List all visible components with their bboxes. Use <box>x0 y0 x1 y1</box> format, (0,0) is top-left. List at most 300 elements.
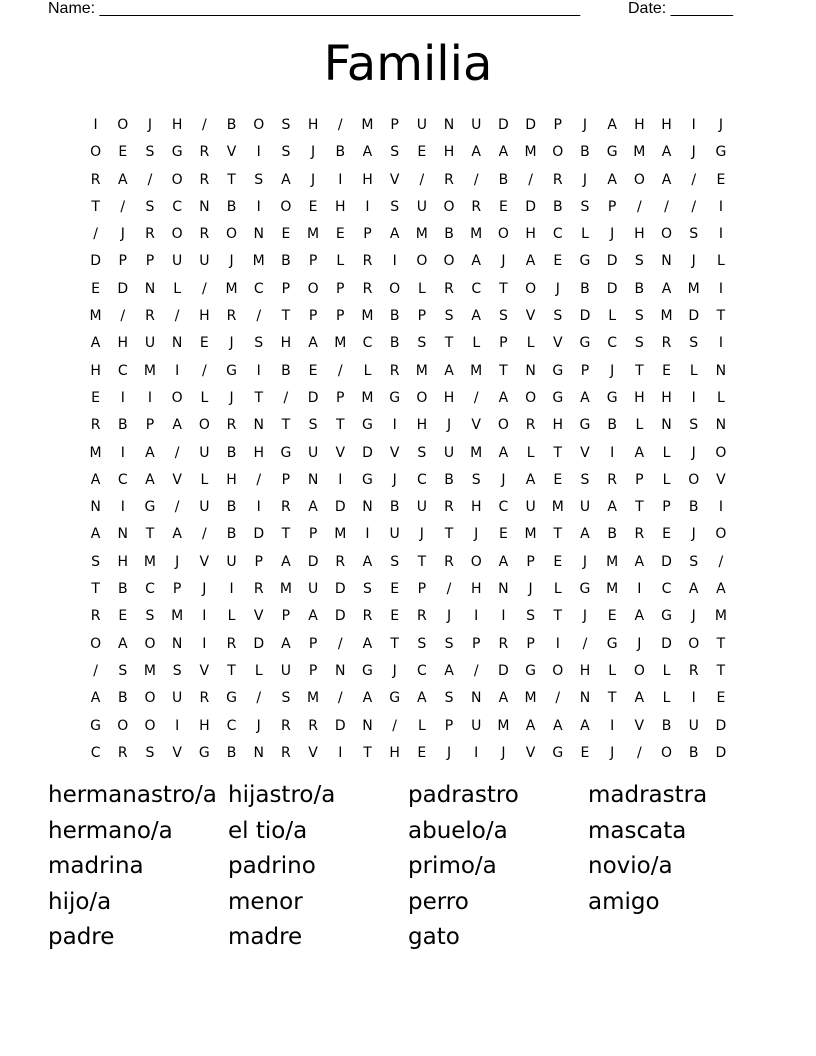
grid-letter[interactable]: U <box>471 717 482 734</box>
grid-letter[interactable]: P <box>281 280 291 297</box>
grid-letter[interactable]: N <box>253 744 264 761</box>
grid-letter[interactable]: I <box>120 444 125 461</box>
grid-letter[interactable]: E <box>716 171 726 188</box>
grid-letter[interactable]: U <box>416 198 427 215</box>
grid-letter[interactable]: / <box>636 198 642 215</box>
grid-letter[interactable]: S <box>390 553 400 570</box>
grid-letter[interactable]: M <box>714 608 727 625</box>
grid-letter[interactable]: D <box>715 744 727 761</box>
grid-letter[interactable]: A <box>90 471 101 488</box>
grid-letter[interactable]: S <box>580 471 590 488</box>
grid-letter[interactable]: L <box>717 389 725 406</box>
grid-letter[interactable]: L <box>336 253 345 270</box>
grid-letter[interactable]: O <box>90 635 102 652</box>
grid-letter[interactable]: U <box>307 581 319 598</box>
grid-letter[interactable]: O <box>552 144 564 161</box>
grid-letter[interactable]: L <box>608 662 617 679</box>
grid-letter[interactable]: E <box>498 526 508 543</box>
grid-letter[interactable]: I <box>175 362 180 379</box>
grid-letter[interactable]: D <box>525 117 536 133</box>
grid-letter[interactable]: S <box>281 117 291 133</box>
grid-letter[interactable]: D <box>253 526 265 543</box>
grid-letter[interactable]: R <box>552 171 563 188</box>
grid-letter[interactable]: U <box>579 499 591 516</box>
grid-letter[interactable]: I <box>202 635 207 652</box>
grid-letter[interactable]: A <box>471 253 481 270</box>
grid-letter[interactable]: G <box>90 717 102 734</box>
grid-letter[interactable]: O <box>117 117 129 133</box>
grid-letter[interactable]: M <box>334 335 347 352</box>
grid-letter[interactable]: E <box>662 362 671 379</box>
grid-letter[interactable]: I <box>256 198 261 215</box>
grid-letter[interactable]: T <box>499 362 508 379</box>
grid-letter[interactable]: E <box>335 226 345 243</box>
grid-letter[interactable]: / <box>201 117 207 133</box>
grid-letter[interactable]: R <box>389 362 400 379</box>
grid-letter[interactable]: H <box>226 471 237 488</box>
grid-letter[interactable]: J <box>610 362 615 379</box>
grid-letter[interactable]: M <box>361 308 374 325</box>
grid-letter[interactable]: / <box>337 635 343 652</box>
grid-letter[interactable]: I <box>637 581 642 598</box>
grid-letter[interactable]: U <box>416 499 427 516</box>
grid-letter[interactable]: B <box>607 417 617 434</box>
grid-letter[interactable]: D <box>715 717 727 734</box>
grid-letter[interactable]: D <box>334 717 346 734</box>
grid-letter[interactable]: L <box>635 417 644 434</box>
grid-letter[interactable]: V <box>389 444 400 461</box>
grid-letter[interactable]: A <box>525 253 536 270</box>
grid-letter[interactable]: M <box>143 553 157 570</box>
grid-letter[interactable]: / <box>392 717 398 734</box>
grid-letter[interactable]: J <box>528 581 533 598</box>
grid-letter[interactable]: J <box>691 444 696 461</box>
grid-letter[interactable]: H <box>634 117 645 133</box>
grid-letter[interactable]: D <box>579 308 591 325</box>
grid-letter[interactable]: P <box>281 608 291 625</box>
grid-letter[interactable]: V <box>580 444 590 461</box>
grid-letter[interactable]: L <box>608 308 617 325</box>
grid-letter[interactable]: G <box>280 444 292 461</box>
grid-letter[interactable]: G <box>579 253 591 270</box>
grid-letter[interactable]: R <box>253 581 264 598</box>
grid-letter[interactable]: P <box>526 553 535 570</box>
grid-letter[interactable]: I <box>147 389 153 406</box>
grid-letter[interactable]: I <box>718 226 723 243</box>
grid-letter[interactable]: / <box>636 744 642 761</box>
grid-letter[interactable]: M <box>415 226 428 243</box>
grid-letter[interactable]: J <box>446 417 452 434</box>
grid-letter[interactable]: G <box>552 389 564 406</box>
grid-letter[interactable]: D <box>307 389 319 406</box>
grid-letter[interactable]: J <box>120 226 125 243</box>
grid-letter[interactable]: D <box>334 581 346 598</box>
grid-letter[interactable]: T <box>635 499 644 516</box>
grid-letter[interactable]: A <box>498 444 509 461</box>
grid-letter[interactable]: N <box>171 635 183 652</box>
grid-letter[interactable]: P <box>308 662 318 679</box>
grid-letter[interactable]: C <box>661 581 672 598</box>
grid-letter[interactable]: N <box>715 417 727 434</box>
grid-letter[interactable]: T <box>227 662 236 679</box>
grid-letter[interactable]: H <box>416 417 428 434</box>
grid-letter[interactable]: / <box>582 635 588 652</box>
grid-letter[interactable]: I <box>718 198 723 215</box>
grid-letter[interactable]: H <box>253 444 264 461</box>
grid-letter[interactable]: C <box>172 198 183 215</box>
grid-letter[interactable]: I <box>691 389 696 406</box>
grid-letter[interactable]: J <box>691 526 696 543</box>
grid-letter[interactable]: G <box>171 144 183 161</box>
grid-letter[interactable]: S <box>390 144 400 161</box>
grid-letter[interactable]: B <box>226 198 237 215</box>
grid-letter[interactable]: A <box>634 444 645 461</box>
grid-letter[interactable]: J <box>392 471 397 488</box>
grid-letter[interactable]: S <box>91 553 101 570</box>
grid-letter[interactable]: C <box>607 335 618 352</box>
grid-letter[interactable]: I <box>256 499 261 516</box>
grid-letter[interactable]: B <box>226 444 237 461</box>
grid-letter[interactable]: M <box>660 308 673 325</box>
grid-letter[interactable]: O <box>688 635 700 652</box>
grid-letter[interactable]: P <box>417 581 427 598</box>
grid-letter[interactable]: G <box>606 389 618 406</box>
grid-letter[interactable]: D <box>661 635 672 652</box>
grid-letter[interactable]: A <box>362 635 373 652</box>
grid-letter[interactable]: U <box>172 253 183 270</box>
grid-letter[interactable]: J <box>229 389 234 406</box>
grid-letter[interactable]: R <box>444 499 454 516</box>
grid-letter[interactable]: O <box>117 717 129 734</box>
grid-letter[interactable]: D <box>498 662 509 679</box>
grid-letter[interactable]: M <box>307 226 320 243</box>
grid-letter[interactable]: / <box>664 198 669 215</box>
grid-letter[interactable]: P <box>118 253 127 270</box>
grid-letter[interactable]: N <box>715 362 727 379</box>
grid-letter[interactable]: A <box>634 553 645 570</box>
grid-letter[interactable]: M <box>470 226 483 243</box>
grid-letter[interactable]: A <box>172 526 182 543</box>
grid-letter[interactable]: O <box>90 144 102 161</box>
grid-letter[interactable]: V <box>253 608 264 625</box>
grid-letter[interactable]: A <box>362 690 373 707</box>
grid-letter[interactable]: M <box>252 253 265 270</box>
grid-letter[interactable]: R <box>199 226 210 243</box>
grid-letter[interactable]: M <box>551 499 564 516</box>
grid-letter[interactable]: I <box>474 744 479 761</box>
grid-letter[interactable]: I <box>718 499 723 516</box>
grid-letter[interactable]: H <box>389 744 400 761</box>
grid-letter[interactable]: S <box>254 335 264 352</box>
grid-letter[interactable]: M <box>143 362 157 379</box>
grid-letter[interactable]: N <box>498 581 509 598</box>
grid-letter[interactable]: B <box>444 226 454 243</box>
grid-letter[interactable]: L <box>472 335 481 352</box>
grid-letter[interactable]: D <box>498 117 509 133</box>
grid-letter[interactable]: R <box>362 253 373 270</box>
grid-letter[interactable]: N <box>525 362 536 379</box>
grid-letter[interactable]: N <box>307 471 319 488</box>
grid-letter[interactable]: H <box>661 117 672 133</box>
grid-letter[interactable]: N <box>470 690 482 707</box>
grid-letter[interactable]: B <box>117 690 128 707</box>
grid-letter[interactable]: / <box>93 226 98 243</box>
grid-letter[interactable]: G <box>389 389 401 406</box>
grid-letter[interactable]: L <box>173 280 182 297</box>
grid-letter[interactable]: E <box>716 690 726 707</box>
grid-letter[interactable]: I <box>202 608 207 625</box>
grid-letter[interactable]: T <box>553 444 563 461</box>
grid-letter[interactable]: P <box>281 471 291 488</box>
grid-letter[interactable]: S <box>308 417 318 434</box>
grid-letter[interactable]: R <box>525 417 536 434</box>
grid-letter[interactable]: O <box>144 717 156 734</box>
grid-letter[interactable]: C <box>226 717 237 734</box>
grid-letter[interactable]: U <box>525 499 536 516</box>
grid-letter[interactable]: S <box>145 198 155 215</box>
grid-letter[interactable]: A <box>308 608 318 625</box>
grid-letter[interactable]: T <box>145 526 155 543</box>
grid-letter[interactable]: B <box>389 308 400 325</box>
grid-letter[interactable]: / <box>256 690 262 707</box>
grid-letter[interactable]: / <box>120 308 126 325</box>
grid-letter[interactable]: J <box>582 117 588 133</box>
grid-letter[interactable]: J <box>474 526 479 543</box>
grid-letter[interactable]: H <box>552 417 564 434</box>
grid-letter[interactable]: P <box>308 526 318 543</box>
grid-letter[interactable]: V <box>525 744 536 761</box>
grid-letter[interactable]: M <box>361 389 374 406</box>
grid-letter[interactable]: D <box>90 253 101 270</box>
grid-letter[interactable]: V <box>471 417 481 434</box>
grid-letter[interactable]: V <box>172 744 182 761</box>
grid-letter[interactable]: O <box>633 662 645 679</box>
grid-letter[interactable]: I <box>392 253 397 270</box>
grid-letter[interactable]: R <box>117 744 128 761</box>
grid-letter[interactable]: P <box>145 417 155 434</box>
grid-letter[interactable]: R <box>90 171 101 188</box>
grid-letter[interactable]: P <box>308 308 318 325</box>
grid-letter[interactable]: J <box>419 526 424 543</box>
grid-letter[interactable]: S <box>689 335 699 352</box>
grid-letter[interactable]: H <box>280 335 292 352</box>
grid-letter[interactable]: N <box>661 417 672 434</box>
grid-letter[interactable]: R <box>688 662 699 679</box>
grid-letter[interactable]: A <box>389 226 400 243</box>
grid-letter[interactable]: S <box>471 471 481 488</box>
grid-letter[interactable]: G <box>362 471 373 488</box>
grid-letter[interactable]: E <box>580 744 590 761</box>
grid-letter[interactable]: L <box>200 389 209 406</box>
grid-letter[interactable]: A <box>281 553 291 570</box>
grid-letter[interactable]: I <box>338 744 343 761</box>
grid-letter[interactable]: C <box>117 471 128 488</box>
grid-letter[interactable]: I <box>365 198 370 215</box>
grid-letter[interactable]: E <box>417 144 427 161</box>
grid-letter[interactable]: L <box>662 690 671 707</box>
grid-letter[interactable]: N <box>90 499 101 516</box>
grid-letter[interactable]: T <box>499 280 508 297</box>
grid-letter[interactable]: M <box>171 608 184 625</box>
grid-letter[interactable]: / <box>201 280 207 297</box>
grid-letter[interactable]: H <box>90 362 101 379</box>
grid-letter[interactable]: J <box>582 171 588 188</box>
grid-letter[interactable]: M <box>606 581 619 598</box>
grid-letter[interactable]: P <box>526 635 535 652</box>
grid-letter[interactable]: E <box>199 335 209 352</box>
grid-letter[interactable]: P <box>417 308 427 325</box>
grid-letter[interactable]: O <box>497 417 509 434</box>
grid-letter[interactable]: C <box>362 335 373 352</box>
grid-letter[interactable]: D <box>362 444 373 461</box>
grid-letter[interactable]: J <box>175 553 180 570</box>
grid-letter[interactable]: N <box>335 662 346 679</box>
grid-letter[interactable]: D <box>688 308 700 325</box>
grid-letter[interactable]: G <box>579 335 591 352</box>
grid-letter[interactable]: M <box>633 144 646 161</box>
grid-letter[interactable]: A <box>471 308 481 325</box>
grid-letter[interactable]: L <box>581 226 589 243</box>
grid-letter[interactable]: R <box>362 608 373 625</box>
grid-letter[interactable]: B <box>607 526 617 543</box>
grid-letter[interactable]: O <box>715 526 727 543</box>
grid-letter[interactable]: O <box>470 553 482 570</box>
grid-letter[interactable]: B <box>117 581 128 598</box>
grid-letter[interactable]: U <box>199 253 210 270</box>
grid-letter[interactable]: G <box>579 581 591 598</box>
grid-letter[interactable]: J <box>610 226 615 243</box>
grid-letter[interactable]: E <box>553 553 563 570</box>
grid-letter[interactable]: S <box>417 635 427 652</box>
grid-letter[interactable]: B <box>389 499 400 516</box>
grid-letter[interactable]: P <box>444 717 454 734</box>
grid-letter[interactable]: B <box>580 144 590 161</box>
grid-letter[interactable]: S <box>172 662 182 679</box>
grid-letter[interactable]: T <box>336 417 345 434</box>
grid-letter[interactable]: / <box>718 553 724 570</box>
grid-letter[interactable]: I <box>120 499 125 516</box>
grid-letter[interactable]: L <box>200 471 209 488</box>
grid-letter[interactable]: M <box>524 144 537 161</box>
grid-letter[interactable]: / <box>691 171 697 188</box>
grid-letter[interactable]: T <box>281 526 291 543</box>
grid-letter[interactable]: H <box>199 308 210 325</box>
grid-letter[interactable]: / <box>473 389 479 406</box>
grid-letter[interactable]: C <box>416 662 427 679</box>
grid-letter[interactable]: O <box>280 198 292 215</box>
grid-letter[interactable]: A <box>117 171 128 188</box>
grid-letter[interactable]: L <box>363 362 372 379</box>
grid-letter[interactable]: M <box>334 526 347 543</box>
grid-letter[interactable]: I <box>256 144 261 161</box>
grid-letter[interactable]: D <box>117 280 129 297</box>
grid-letter[interactable]: G <box>552 362 564 379</box>
grid-letter[interactable]: S <box>689 553 699 570</box>
grid-letter[interactable]: M <box>89 308 102 325</box>
grid-letter[interactable]: A <box>498 144 509 161</box>
grid-letter[interactable]: E <box>417 744 427 761</box>
grid-letter[interactable]: M <box>524 526 537 543</box>
grid-letter[interactable]: P <box>553 117 562 133</box>
grid-letter[interactable]: M <box>470 444 483 461</box>
grid-letter[interactable]: L <box>662 471 671 488</box>
grid-letter[interactable]: A <box>90 526 101 543</box>
grid-letter[interactable]: D <box>525 198 536 215</box>
grid-letter[interactable]: M <box>497 717 510 734</box>
grid-letter[interactable]: L <box>662 444 671 461</box>
grid-letter[interactable]: R <box>90 417 101 434</box>
grid-letter[interactable]: / <box>93 662 98 679</box>
grid-letter[interactable]: R <box>661 335 672 352</box>
grid-letter[interactable]: J <box>637 635 642 652</box>
grid-letter[interactable]: G <box>552 744 564 761</box>
grid-letter[interactable]: S <box>634 308 644 325</box>
grid-letter[interactable]: P <box>471 635 481 652</box>
grid-letter[interactable]: R <box>90 608 101 625</box>
grid-letter[interactable]: B <box>281 253 291 270</box>
grid-letter[interactable]: B <box>498 171 509 188</box>
grid-letter[interactable]: T <box>635 362 644 379</box>
grid-letter[interactable]: R <box>226 308 237 325</box>
grid-letter[interactable]: A <box>281 635 291 652</box>
grid-letter[interactable]: / <box>337 362 343 379</box>
grid-letter[interactable]: C <box>416 471 427 488</box>
grid-letter[interactable]: N <box>253 226 264 243</box>
grid-letter[interactable]: T <box>363 744 372 761</box>
grid-letter[interactable]: A <box>362 553 373 570</box>
grid-letter[interactable]: G <box>198 744 210 761</box>
grid-letter[interactable]: P <box>336 280 345 297</box>
grid-letter[interactable]: I <box>120 389 125 406</box>
grid-letter[interactable]: J <box>718 117 723 133</box>
grid-letter[interactable]: B <box>389 335 400 352</box>
grid-letter[interactable]: U <box>199 499 210 516</box>
grid-letter[interactable]: O <box>198 417 210 434</box>
grid-letter[interactable]: V <box>525 308 536 325</box>
grid-letter[interactable]: B <box>226 526 237 543</box>
grid-letter[interactable]: J <box>582 553 588 570</box>
grid-letter[interactable]: / <box>174 444 180 461</box>
grid-letter[interactable]: S <box>526 608 536 625</box>
grid-letter[interactable]: E <box>498 198 508 215</box>
grid-letter[interactable]: / <box>201 362 207 379</box>
grid-letter[interactable]: H <box>171 117 183 133</box>
grid-letter[interactable]: I <box>718 280 723 297</box>
grid-letter[interactable]: A <box>634 690 645 707</box>
grid-letter[interactable]: I <box>256 362 261 379</box>
grid-letter[interactable]: P <box>390 117 399 133</box>
grid-letter[interactable]: S <box>281 144 291 161</box>
grid-letter[interactable]: L <box>526 335 535 352</box>
grid-letter[interactable]: R <box>471 198 482 215</box>
grid-letter[interactable]: A <box>688 581 699 598</box>
grid-letter[interactable]: N <box>362 499 373 516</box>
grid-letter[interactable]: H <box>443 389 455 406</box>
grid-letter[interactable]: M <box>307 690 320 707</box>
grid-letter[interactable]: / <box>201 526 207 543</box>
grid-letter[interactable]: D <box>253 635 265 652</box>
grid-letter[interactable]: O <box>443 253 455 270</box>
grid-letter[interactable]: G <box>144 499 156 516</box>
grid-letter[interactable]: A <box>498 690 509 707</box>
grid-letter[interactable]: S <box>390 198 400 215</box>
grid-letter[interactable]: G <box>715 144 727 161</box>
grid-letter[interactable]: T <box>281 417 291 434</box>
grid-letter[interactable]: H <box>117 335 129 352</box>
grid-letter[interactable]: O <box>416 389 428 406</box>
grid-letter[interactable]: R <box>145 226 155 243</box>
grid-letter[interactable]: V <box>716 471 726 488</box>
